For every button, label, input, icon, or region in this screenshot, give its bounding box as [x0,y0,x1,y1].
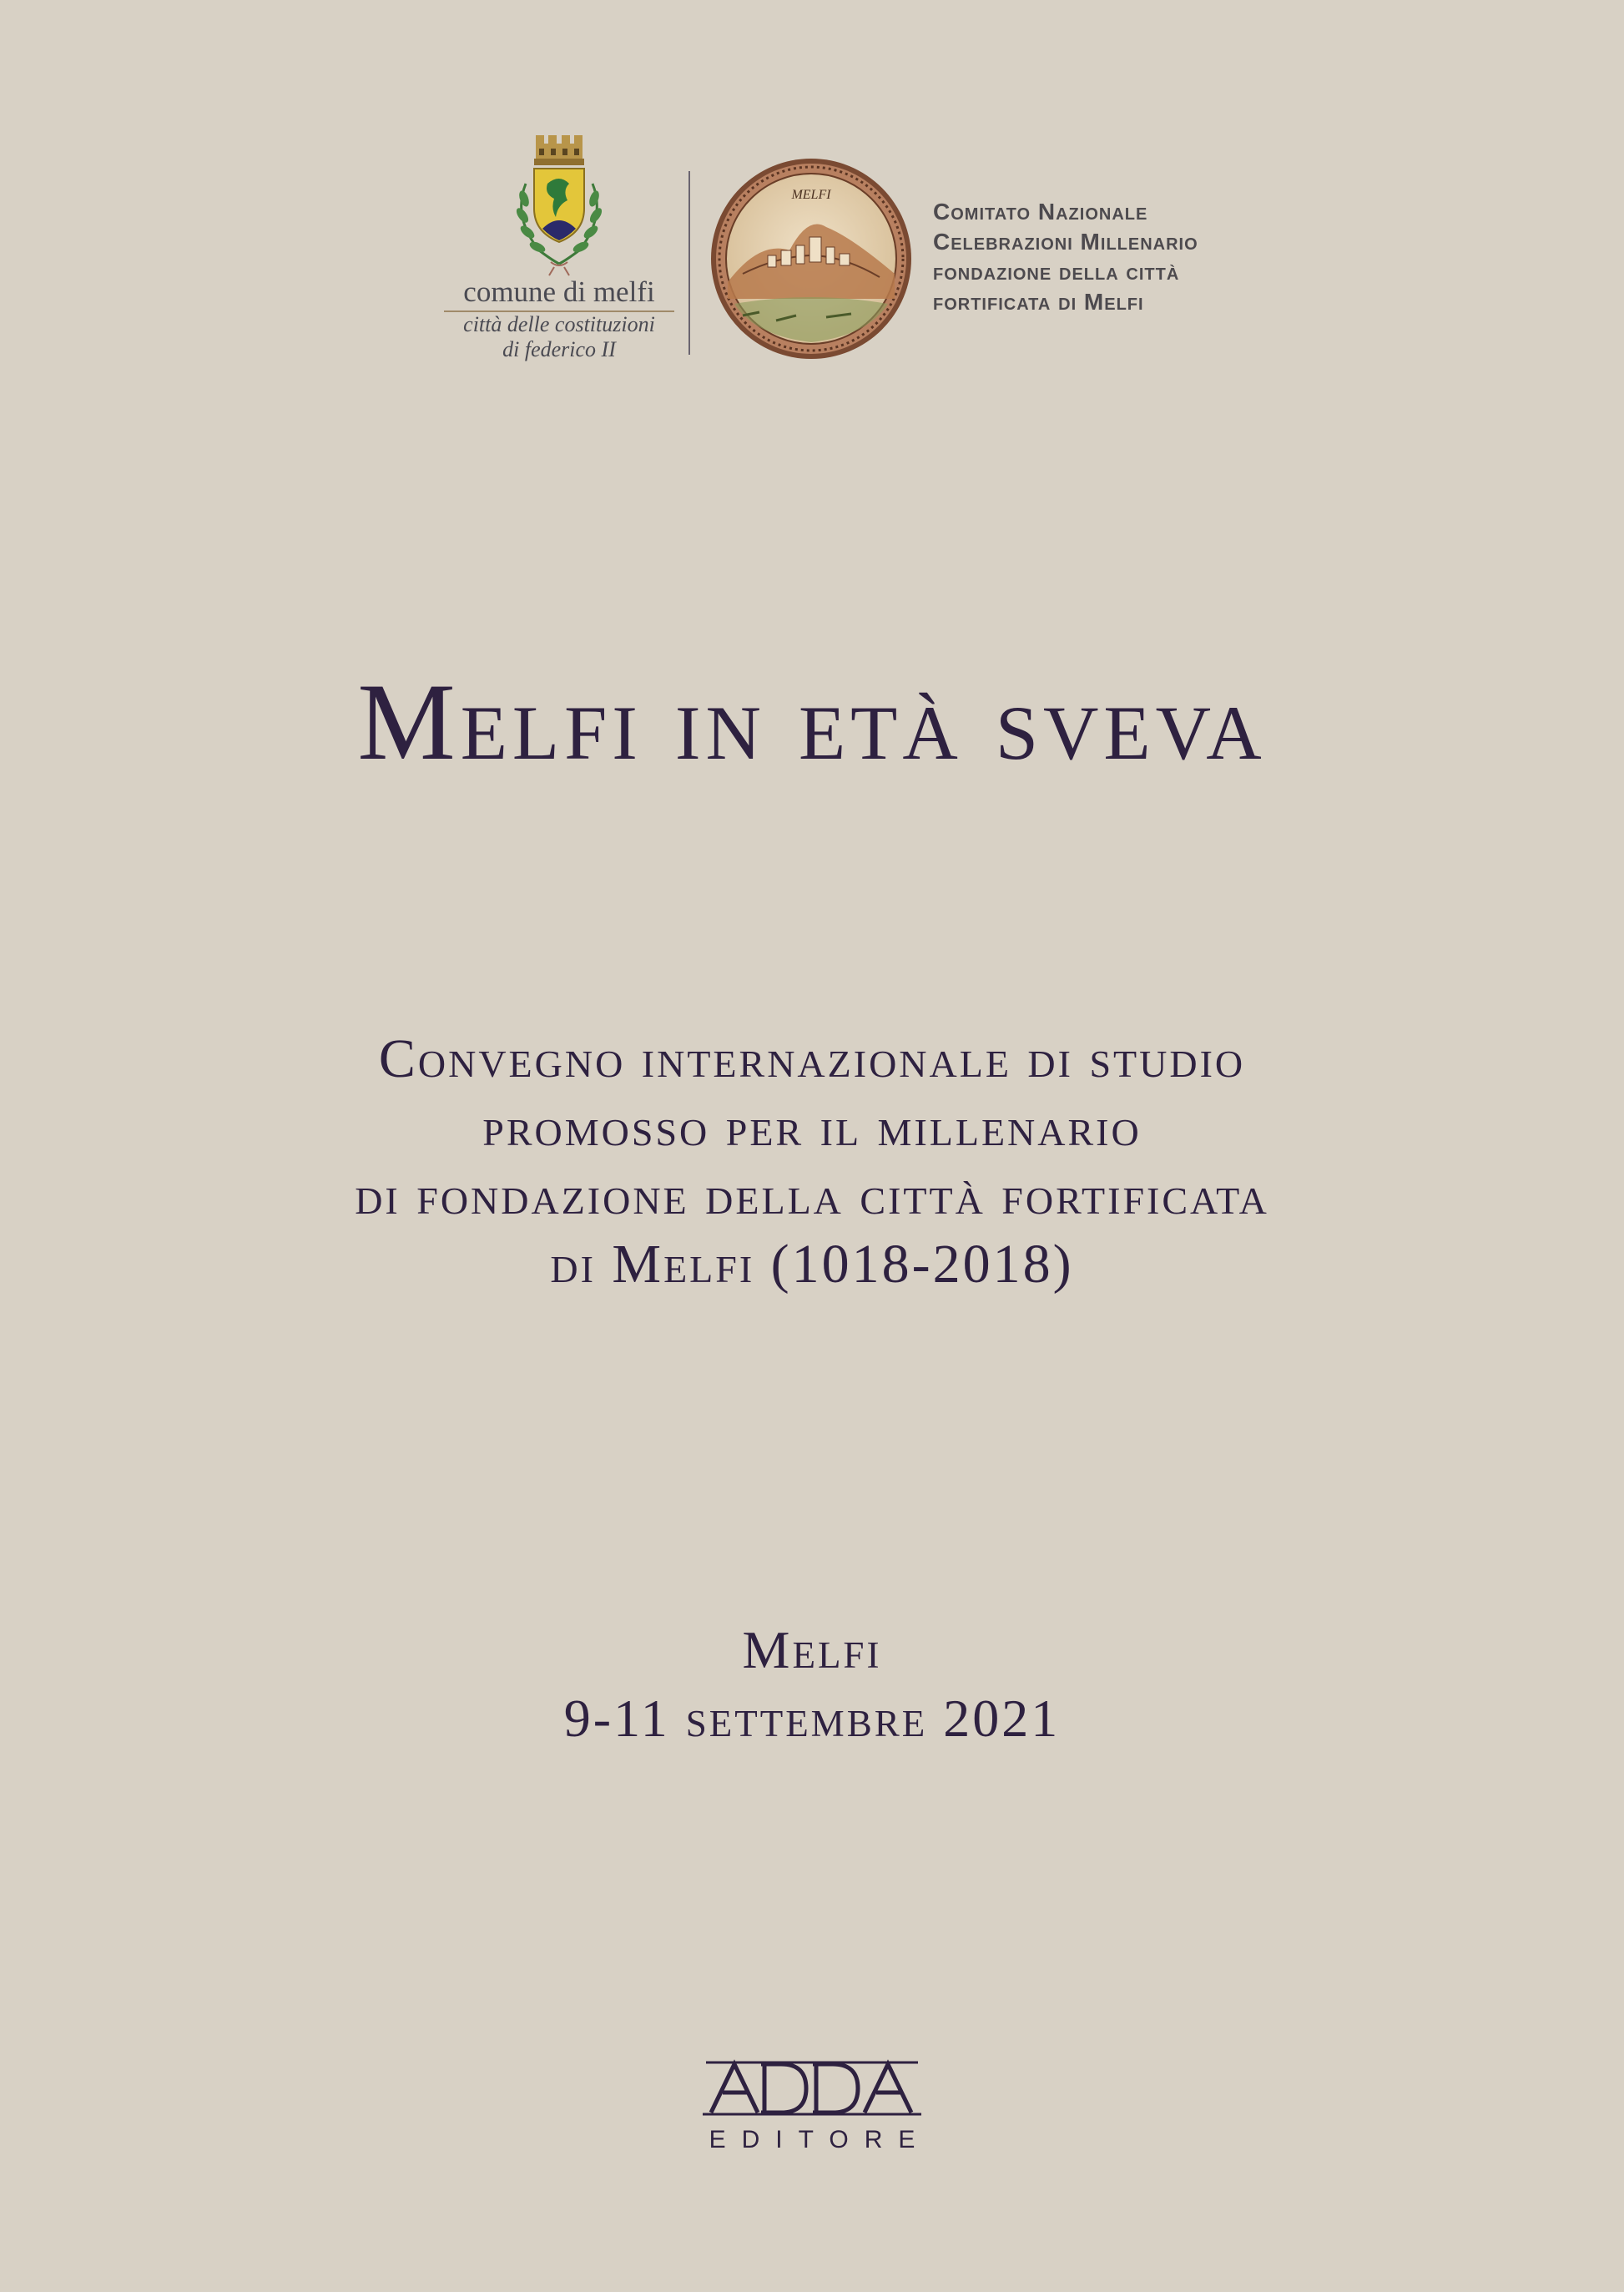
comune-logo [434,125,684,367]
subtitle-line: di fondazione della città fortificata [355,1165,1269,1226]
comune-name: comune di melfi [463,275,655,308]
subtitle-line: Convegno internazionale di studio [378,1028,1246,1089]
committee-line: Comitato Nazionale [933,199,1148,225]
committee-line: Celebrazioni Millenario [933,229,1198,255]
committee-line: fondazione della città [933,259,1180,285]
seal-label: MELFI [791,188,831,202]
committee-name [933,197,1284,317]
comune-subtitle-line2: di federico II [502,337,616,361]
subtitle-line: di Melfi (1018-2018) [550,1234,1074,1295]
subtitle-line: promosso per il millenario [482,1097,1142,1158]
publisher-logo-icon [701,2059,923,2116]
header-logos [0,125,1624,367]
committee-line: fortificata di Melfi [933,289,1144,315]
book-subtitle [0,1025,1624,1299]
logo-divider [688,171,690,355]
event-date: 9-11 settembre 2021 [563,1689,1061,1748]
publisher-name: EDITORE [709,2126,931,2153]
publisher-logo [684,2049,940,2158]
event-place: Melfi [742,1620,882,1679]
comune-subtitle-line1: città delle costituzioni [463,312,655,336]
coat-of-arms-icon [492,125,626,284]
medallion-seal-icon [709,157,913,361]
event-info [0,1616,1624,1753]
book-title: Melfi in età sveva [357,660,1267,783]
